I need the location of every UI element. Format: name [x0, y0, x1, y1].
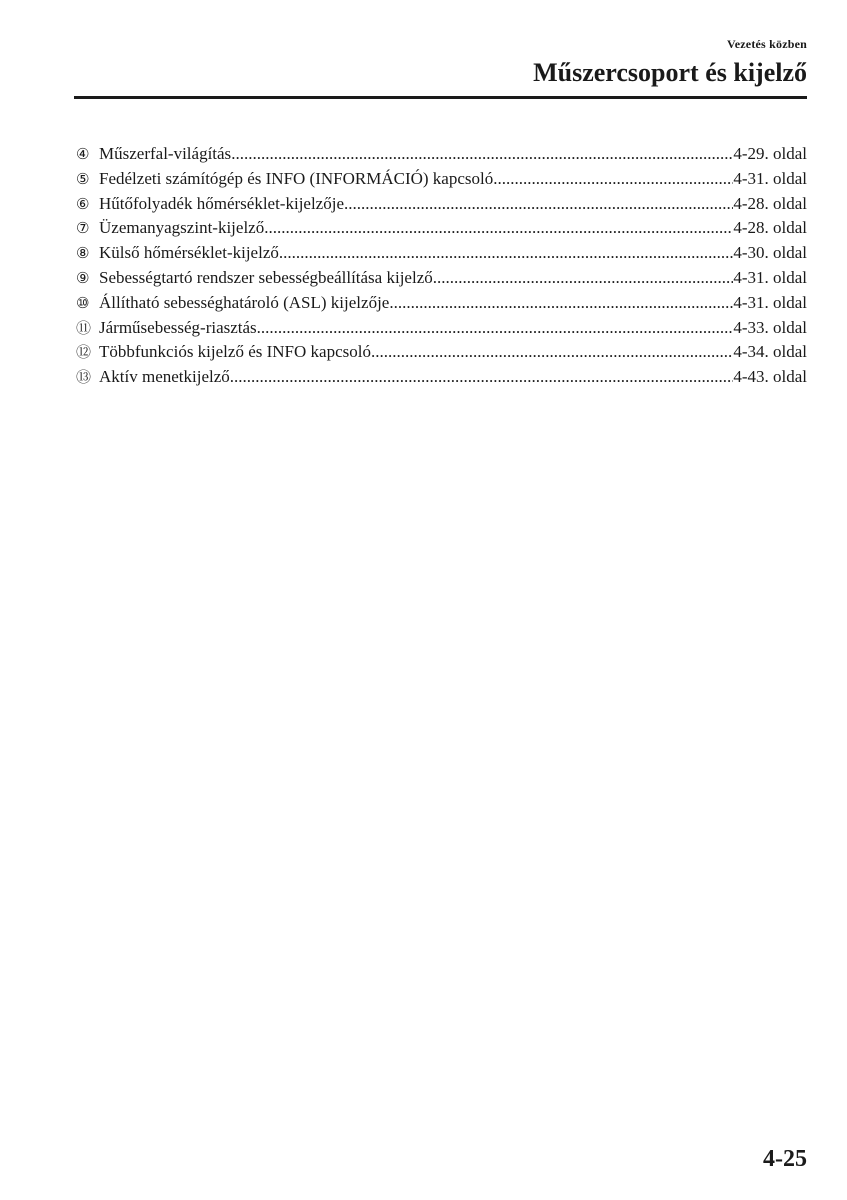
reference-entry	[76, 340, 807, 365]
dot-leader	[230, 365, 734, 390]
page-reference: 4-30. oldal	[733, 243, 807, 263]
dot-leader	[389, 291, 733, 316]
page-header	[74, 36, 807, 90]
reference-entry	[76, 167, 807, 192]
item-number: ⑨	[76, 268, 90, 287]
reference-entry	[76, 142, 807, 167]
item-number: ⑤	[76, 169, 90, 188]
dot-leader	[344, 192, 733, 217]
item-label: Külső hőmérséklet-kijelző	[99, 243, 279, 263]
reference-entry	[76, 266, 807, 291]
page-reference: 4-33. oldal	[733, 317, 807, 337]
reference-entry	[76, 192, 807, 217]
page-reference: 4-28. oldal	[733, 218, 807, 238]
section-label: Vezetés közben	[726, 37, 807, 51]
item-label: Hűtőfolyadék hőmérséklet-kijelzője	[99, 193, 344, 213]
item-label: Fedélzeti számítógép és INFO (INFORMÁCIÓ) kapcsoló	[99, 168, 494, 188]
header-divider	[74, 96, 807, 99]
page-reference: 4-29. oldal	[733, 144, 807, 163]
reference-entry	[76, 365, 807, 390]
page-reference: 4-34. oldal	[733, 342, 807, 362]
item-label: Aktív menetkijelző	[99, 367, 230, 387]
page-number: 4-25	[763, 1146, 807, 1172]
page-reference: 4-31. oldal	[733, 168, 807, 188]
item-label: Sebességtartó rendszer sebességbeállítása kijelző	[99, 267, 433, 287]
item-label: Járműsebesség-riasztás	[99, 317, 257, 337]
dot-leader	[493, 167, 733, 192]
dot-leader	[231, 142, 733, 167]
dot-leader	[433, 266, 734, 291]
item-number: ⑪	[76, 318, 92, 337]
item-number: ④	[76, 145, 90, 163]
item-label: Üzemanyagszint-kijelző	[99, 218, 265, 238]
item-label: Műszerfal-világítás	[99, 144, 232, 163]
item-number: ⑫	[76, 343, 92, 362]
page-reference: 4-28. oldal	[733, 193, 807, 213]
page-title: Műszercsoport és kijelző	[533, 58, 807, 87]
item-number: ⑩	[76, 293, 90, 312]
reference-entry	[76, 241, 807, 266]
page-reference: 4-43. oldal	[733, 367, 807, 387]
page-reference: 4-31. oldal	[733, 292, 807, 312]
item-number: ⑬	[76, 368, 92, 387]
item-number: ⑧	[76, 244, 90, 263]
reference-entry	[76, 216, 807, 241]
reference-entry	[76, 316, 807, 341]
item-label: Többfunkciós kijelző és INFO kapcsoló	[99, 342, 371, 362]
page-reference: 4-31. oldal	[733, 267, 807, 287]
reference-entry	[76, 291, 807, 316]
reference-list	[76, 142, 807, 390]
item-label: Állítható sebességhatároló (ASL) kijelzője	[99, 292, 390, 312]
dot-leader	[257, 316, 734, 341]
dot-leader	[279, 241, 733, 266]
item-number: ⑦	[76, 219, 90, 238]
item-number: ⑥	[76, 194, 90, 213]
dot-leader	[264, 216, 733, 241]
dot-leader	[371, 340, 733, 365]
